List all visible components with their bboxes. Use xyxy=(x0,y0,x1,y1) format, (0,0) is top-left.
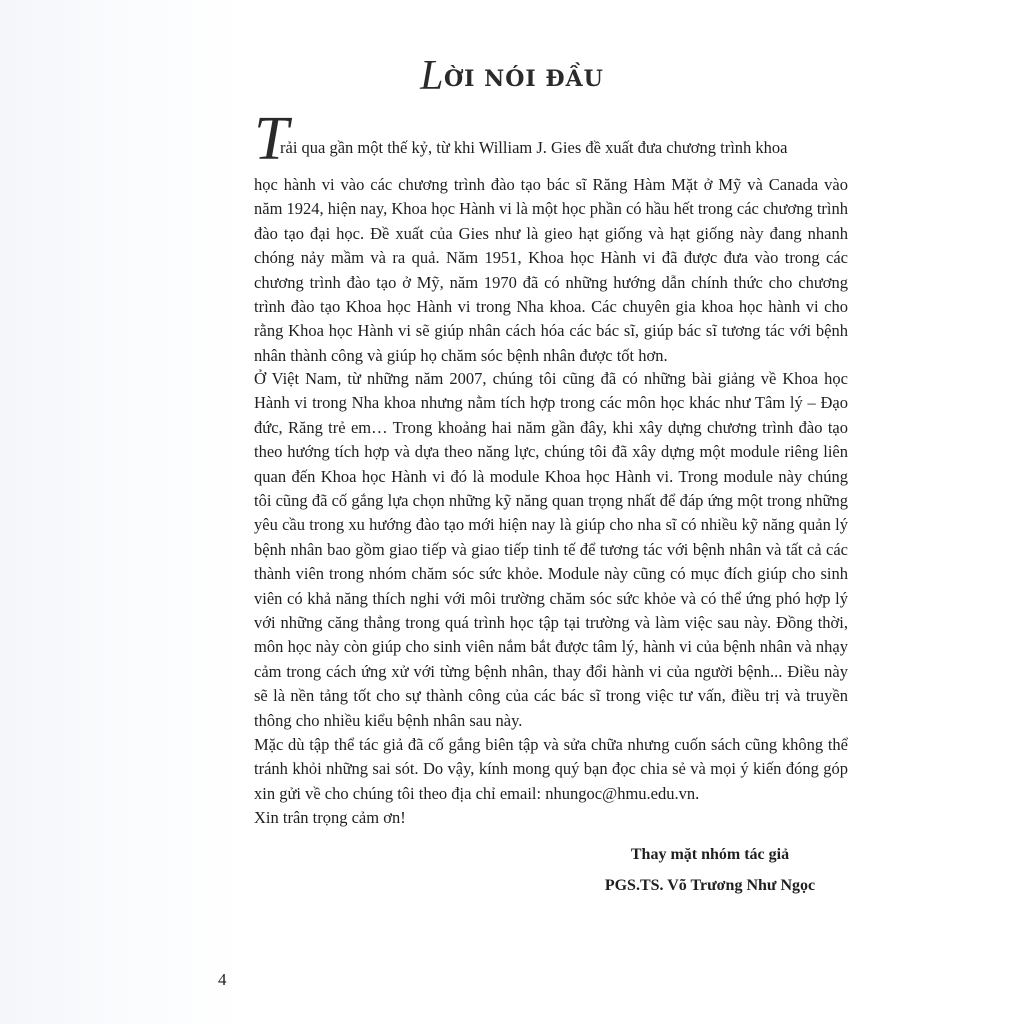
lead-text: rải qua gần một thế kỷ, từ khi William J. Gies đề xuất đưa chương trình khoa xyxy=(280,138,788,157)
title-initial: L xyxy=(420,53,445,99)
signature-role: Thay mặt nhóm tác giả xyxy=(630,846,790,863)
title-rest: ỜI NÓI ĐẦU xyxy=(444,66,604,92)
drop-cap: T xyxy=(254,105,289,173)
lead-line xyxy=(254,105,854,173)
paragraph-4: Xin trân trọng cảm ơn! xyxy=(254,808,406,827)
paragraph-1: học hành vi vào các chương trình đào tạo bác sĩ Răng Hàm Mặt ở Mỹ và Canada vào năm 1924, hiện nay, Khoa học Hành vi là một học phần có hầu hết trong các chương trình đào tạo đại học. Đề xuất của Gies như là gieo hạt giống và hạt giống này đang nhanh chóng nảy mầm và ra quả. Năm 1951, Khoa học Hành vi đã được đưa vào trong các chương trình đào tạo ở Mỹ, năm 1970 đã có những hướng dẫn chính thức cho chương trình đào tạo Khoa học Hành vi trong Nha khoa. Các chuyên gia khoa học hành vi cho rằng Khoa học Hành vi sẽ giúp nhân cách hóa các bác sĩ, giúp bác sĩ tương tác với bệnh nhân thành công và giúp họ chăm sóc bệnh nhân được tốt hơn. xyxy=(254,175,848,365)
signature-name: PGS.TS. Võ Trương Như Ngọc xyxy=(604,877,816,894)
paragraph-2: Ở Việt Nam, từ những năm 2007, chúng tôi cũng đã có những bài giảng về Khoa học Hành vi trong Nha khoa nhưng nằm tích hợp trong các môn học khác như Tâm lý – Đạo đức, Răng trẻ em… Trong khoảng hai năm gần đây, khi xây dựng chương trình đào tạo theo hướng tích hợp và dựa theo năng lực, chúng tôi đã xây dựng một module riêng liên quan đến Khoa học Hành vi đó là module Khoa học Hành vi. Trong module này chúng tôi cũng đã cố gắng lựa chọn những kỹ năng quan trọng nhất để đáp ứng một trong những yêu cầu trong xu hướng đào tạo mới hiện nay là giúp cho nha sĩ có nhiều kỹ năng quản lý bệnh nhân bao gồm giao tiếp và giao tiếp tinh tế để tương tác với bệnh nhân và tất cả các thành viên trong nhóm chăm sóc sức khỏe. Module này cũng có mục đích giúp cho sinh viên có khả năng thích nghi với môi trường chăm sóc sức khỏe và có thể ứng phó hợp lý với những căng thẳng trong quá trình học tập tại trường và làm việc sau này. Đồng thời, môn học này còn giúp cho sinh viên nắm bắt được tâm lý, hành vi của bệnh nhân và nhạy cảm trong cách ứng xử với từng bệnh nhân, thay đổi hành vi của người bệnh... Điều này sẽ là nền tảng tốt cho sự thành công của các bác sĩ trong việc tư vấn, điều trị và truyền thông cho nhiều kiểu bệnh nhân sau này. xyxy=(254,369,848,730)
page-number: 4 xyxy=(218,970,227,989)
paragraph-3: Mặc dù tập thể tác giả đã cố gắng biên tập và sửa chữa nhưng cuốn sách cũng không thể tránh khỏi những sai sót. Do vậy, kính mong quý bạn đọc chia sẻ và mọi ý kiến đóng góp xin gửi về cho chúng tôi theo địa chỉ email: nhungoc@hmu.edu.vn. xyxy=(254,735,848,803)
page-title xyxy=(0,52,1024,100)
